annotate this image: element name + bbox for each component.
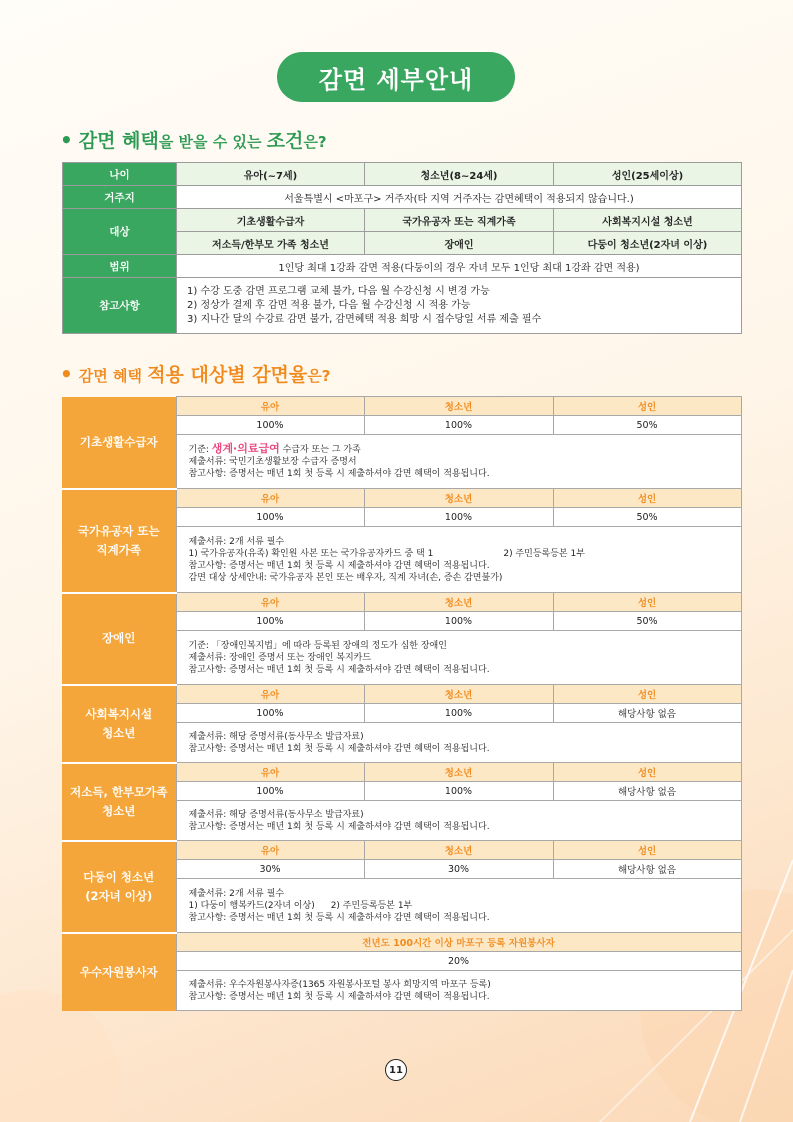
rate-cell: 50%: [553, 612, 741, 631]
table-row: [62, 763, 741, 782]
info-text: 1) 국가유공자(유족) 확인원 사본 또는 국가유공자카드 중 택 1: [188, 548, 434, 559]
info-text: 1) 다둥이 행복카드(2자녀 이상): [188, 900, 315, 911]
info-line: [189, 900, 729, 912]
group-label-welfare: [62, 685, 176, 763]
group-label-line: 다둥이 청소년: [83, 869, 155, 884]
info-line: 제출서류: 2개 서류 필수: [188, 536, 285, 547]
col-header: 유아: [176, 593, 364, 612]
info-line: 제출서류: 국민기초생활보장 수급자 증명서: [188, 457, 357, 467]
info-line: 참고사항: 증명서는 매년 1회 첫 등록 시 제출하셔야 감면 혜택이 적용됩니다.: [188, 991, 490, 1002]
info-text: 수급자 또는 그 가족: [279, 445, 361, 455]
heading-part: 을 받을 수 있는: [158, 133, 267, 151]
col-header: 성인: [553, 489, 741, 508]
info-line: 참고사항: 증명서는 매년 1회 첫 등록 시 제출하셔야 감면 혜택이 적용됩니다.: [188, 912, 490, 923]
info-line: 제출서류: 2개 서류 필수: [188, 888, 285, 899]
info-cell: [176, 801, 741, 841]
rate-cell: 100%: [364, 782, 553, 801]
group-label-line: (2자녀 이상): [85, 888, 153, 903]
group-label-line: 우수자원봉사자: [79, 964, 158, 979]
group-label-line: 사회복지시설: [85, 706, 153, 721]
table-row: [63, 163, 742, 186]
group-label-veteran: [62, 489, 176, 593]
group-label-line: 기초생활수급자: [79, 434, 158, 449]
info-line: 참고사항: 증명서는 매년 1회 첫 등록 시 제출하셔야 감면 혜택이 적용됩니다.: [188, 821, 490, 832]
info-line: 참고사항: 증명서는 매년 1회 첫 등록 시 제출하셔야 감면 혜택이 적용됩니다.: [188, 664, 490, 675]
col-header: 성인: [553, 841, 741, 860]
col-header: 청소년: [364, 763, 553, 782]
heading-part: 은?: [303, 133, 327, 151]
rate-cell: 100%: [364, 704, 553, 723]
volunteer-header: 전년도 100시간 이상 마포구 등록 자원봉사자: [176, 933, 741, 952]
discount-rate-table: [62, 396, 742, 1011]
table-row: [62, 933, 741, 952]
info-line: 제출서류: 장애인 증명서 또는 장애인 복지카드: [188, 652, 372, 663]
info-line: 제출서류: 우수자원봉사자증(1365 자원봉사포털 봉사 희망지역 마포구 등록): [188, 979, 491, 990]
target-item: 사회복지시설 청소년: [554, 209, 742, 232]
heading-part: 적용 대상별 감면율: [147, 364, 308, 386]
info-text: 2) 주민등록등본 1부: [503, 548, 585, 559]
residence-text: 서울특별시 <마포구> 거주자(타 지역 거주자는 감면혜택이 적용되지 않습니다.): [177, 186, 742, 209]
group-label-line: 청소년: [102, 803, 136, 818]
col-header: 유아: [176, 763, 364, 782]
target-item: 기초생활수급자: [177, 209, 365, 232]
section2-heading: [60, 360, 330, 387]
age-group: 성인(25세이상): [554, 163, 742, 186]
group-label-disabled: [62, 593, 176, 685]
target-item: 국가유공자 또는 직계가족: [365, 209, 554, 232]
col-header: 유아: [176, 841, 364, 860]
rate-cell: 100%: [176, 612, 364, 631]
row-label-notes: 참고사항: [63, 278, 177, 334]
info-line: [189, 548, 729, 560]
highlight-text: 생계·의료급여: [211, 442, 280, 455]
eligibility-table: [62, 162, 742, 334]
group-label-line: 저소득, 한부모가족: [70, 784, 168, 799]
table-row: [63, 255, 742, 278]
col-header: 유아: [176, 489, 364, 508]
row-label-residence: 거주지: [63, 186, 177, 209]
group-label-line: 직계가족: [96, 542, 141, 557]
rate-cell: 100%: [176, 508, 364, 527]
target-item: 장애인: [365, 232, 554, 255]
info-text: 기준:: [188, 445, 212, 455]
note-line: 3) 지나간 달의 수강료 감면 불가, 감면혜택 적용 희망 시 접수당일 서류 제출 필수: [187, 313, 542, 325]
group-label-line: 국가유공자 또는: [77, 523, 160, 538]
info-line: [189, 443, 729, 456]
group-label-line: 장애인: [102, 631, 136, 645]
rate-cell: 100%: [364, 612, 553, 631]
scope-text: 1인당 최대 1강좌 감면 적용(다둥이의 경우 자녀 모두 1인당 최대 1강좌 감면 적용): [177, 255, 742, 278]
rate-cell: 20%: [176, 952, 741, 971]
info-cell: [176, 971, 741, 1011]
col-header: 청소년: [364, 685, 553, 704]
info-line: 감면 대상 상세안내: 국가유공자 본인 또는 배우자, 직계 자녀(손, 증손 감면불가): [188, 572, 503, 583]
bullet-icon: •: [60, 362, 73, 386]
row-label-target: 대상: [63, 209, 177, 255]
info-line: 제출서류: 해당 증명서류(동사무소 발급자료): [188, 809, 364, 820]
col-header: 성인: [553, 763, 741, 782]
group-label-volunteer: [62, 933, 176, 1011]
info-line: 참고사항: 증명서는 매년 1회 첫 등록 시 제출하셔야 감면 혜택이 적용됩니다.: [188, 469, 490, 479]
info-line: 제출서류: 해당 증명서류(동사무소 발급자료): [188, 731, 364, 742]
info-line: 참고사항: 증명서는 매년 1회 첫 등록 시 제출하셔야 감면 혜택이 적용됩니다.: [188, 743, 490, 754]
group-label-line: 청소년: [102, 725, 136, 740]
rate-cell: 100%: [364, 508, 553, 527]
rate-cell: 100%: [176, 782, 364, 801]
bullet-icon: •: [60, 128, 73, 152]
col-header: 청소년: [364, 489, 553, 508]
col-header: 청소년: [364, 841, 553, 860]
age-group: 청소년(8~24세): [365, 163, 554, 186]
rate-cell: 100%: [176, 704, 364, 723]
col-header: 유아: [176, 685, 364, 704]
rate-cell: 50%: [553, 416, 741, 435]
info-cell: [176, 879, 741, 933]
row-label-age: 나이: [63, 163, 177, 186]
col-header: 성인: [553, 685, 741, 704]
row-label-scope: 범위: [63, 255, 177, 278]
age-group: 유아(~7세): [177, 163, 365, 186]
info-line: 기준: 「장애인복지법」에 따라 등록된 장애의 정도가 심한 장애인: [188, 640, 447, 651]
heading-part: 은?: [307, 367, 331, 385]
page-number: 11: [385, 1059, 407, 1081]
table-row: [62, 685, 741, 704]
rate-cell: 100%: [176, 416, 364, 435]
col-header: 성인: [553, 397, 741, 416]
section1-heading: [60, 126, 327, 153]
rate-cell: 해당사항 없음: [553, 860, 741, 879]
heading-part: 감면 혜택: [78, 130, 159, 152]
info-line: 참고사항: 증명서는 매년 1회 첫 등록 시 제출하셔야 감면 혜택이 적용됩니다.: [188, 560, 490, 571]
group-label-lowincome: [62, 763, 176, 841]
info-cell: [176, 435, 741, 489]
page-title: 감면 세부안내: [277, 52, 515, 102]
table-row: [63, 278, 742, 334]
info-text: 2) 주민등록등본 1부: [330, 900, 413, 911]
note-line: 1) 수강 도중 감면 프로그램 교체 불가, 다음 월 수강신청 시 변경 가능: [187, 285, 490, 297]
table-row: [63, 209, 742, 232]
col-header: 청소년: [364, 593, 553, 612]
group-label-multichild: [62, 841, 176, 933]
rate-cell: 50%: [553, 508, 741, 527]
target-item: 다둥이 청소년(2자녀 이상): [554, 232, 742, 255]
rate-cell: 100%: [364, 416, 553, 435]
group-label-basic: [62, 397, 176, 489]
rate-cell: 30%: [364, 860, 553, 879]
note-line: 2) 정상가 결제 후 감면 적용 불가, 다음 월 수강신청 시 적용 가능: [187, 299, 471, 311]
heading-part: 감면 혜택: [78, 367, 148, 385]
table-row: [62, 841, 741, 860]
heading-part: 조건: [266, 130, 304, 152]
rate-cell: 30%: [176, 860, 364, 879]
info-cell: [176, 527, 741, 593]
info-cell: [176, 631, 741, 685]
col-header: 성인: [553, 593, 741, 612]
col-header: 유아: [176, 397, 364, 416]
table-row: [62, 489, 741, 508]
table-row: [62, 397, 741, 416]
info-cell: [176, 723, 741, 763]
target-item: 저소득/한부모 가족 청소년: [177, 232, 365, 255]
table-row: [63, 186, 742, 209]
notes-cell: [177, 278, 742, 334]
col-header: 청소년: [364, 397, 553, 416]
table-row: [62, 593, 741, 612]
rate-cell: 해당사항 없음: [553, 782, 741, 801]
rate-cell: 해당사항 없음: [553, 704, 741, 723]
